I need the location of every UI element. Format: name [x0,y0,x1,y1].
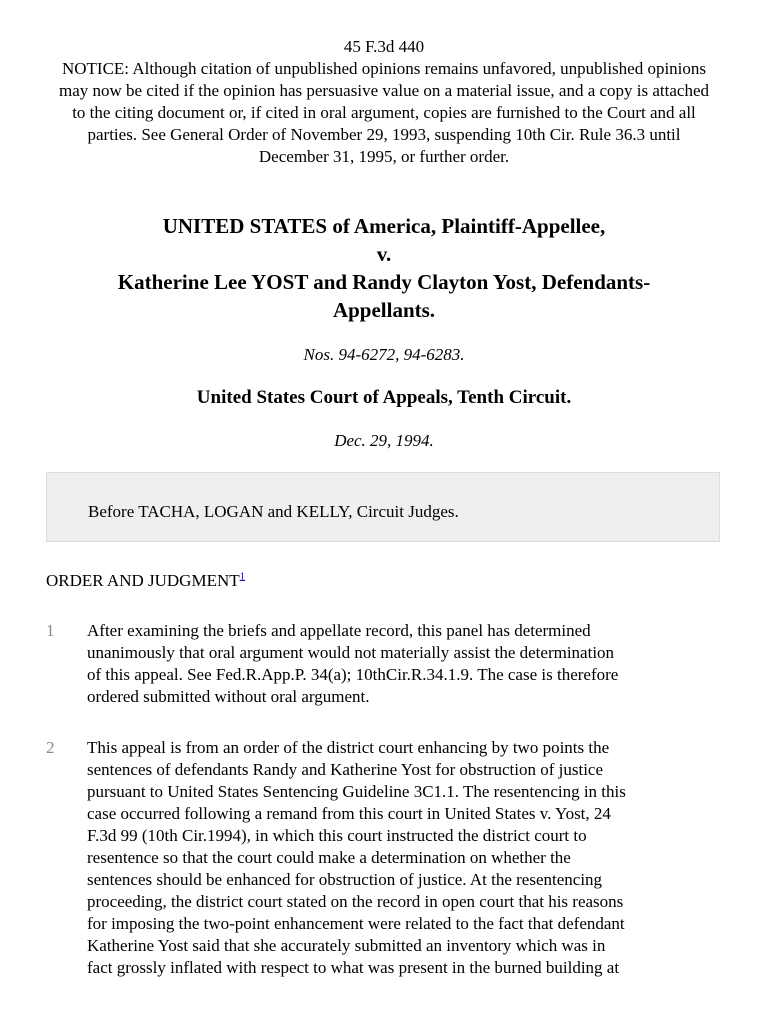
paragraph-line: fact grossly inflated with respect to what was present in the burned building at [87,958,620,977]
footnote-link[interactable]: 1 [239,570,246,583]
caption-versus: v. [376,242,392,266]
paragraph-line: of this appeal. See Fed.R.App.P. 34(a); 10thCir.R.34.1.9. The case is therefore [87,665,619,684]
paragraph-line: pursuant to United States Sentencing Guideline 3C1.1. The resentencing in this [87,782,626,801]
paragraph-line: case occurred following a remand from this court in United States v. Yost, 24 [87,804,611,823]
decision-date: Dec. 29, 1994. [334,431,434,450]
caption-defendants-cont: Appellants. [332,298,436,322]
paragraph-line: sentences of defendants Randy and Katherine Yost for obstruction of justice [87,760,604,779]
unpublished-notice: NOTICE: Although citation of unpublished opinions remains unfavored, unpublished opinions may now be cited if the opinion has persuasive value on a material issue, and a copy is attached to the citing document or, if cited in oral argument, copies are furnished to the Court and all parties. See General Order of November 29, 1993, suspending 10th Cir. Rule 36.3 until December 31, 1995, or further order. [58,59,710,166]
judges-panel-box [46,472,720,542]
paragraph-line: sentences should be enhanced for obstruction of justice. At the resentencing [87,870,603,889]
paragraph-line: resentence so that the court could make a determination on whether the [87,848,571,867]
paragraph-line: After examining the briefs and appellate record, this panel has determined [87,621,591,640]
paragraph-line: ordered submitted without oral argument. [87,687,370,706]
paragraph-text [87,737,723,979]
order-heading [46,570,245,592]
paragraph-line: F.3d 99 (10th Cir.1994), in which this court instructed the district court to [87,826,587,845]
court-name: United States Court of Appeals, Tenth Circuit. [196,387,572,408]
caption-defendants: Katherine Lee YOST and Randy Clayton Yost, Defendants- [117,270,651,294]
paragraph-text [87,620,723,708]
paragraph-number: 1 [46,621,55,640]
caption-plaintiff: UNITED STATES of America, Plaintiff-Appellee, [162,214,606,238]
docket-numbers: Nos. 94-6272, 94-6283. [303,345,465,364]
judges-panel: Before TACHA, LOGAN and KELLY, Circuit Judges. [88,502,459,521]
paragraph-line: for imposing the two-point enhancement were related to the fact that defendant [87,914,625,933]
order-heading-text: ORDER AND JUDGMENT [46,571,240,590]
paragraph-line: proceeding, the district court stated on the record in open court that his reasons [87,892,624,911]
reporter-citation: 45 F.3d 440 [343,37,425,56]
paragraph-line: Katherine Yost said that she accurately submitted an inventory which was in [87,936,606,955]
case-caption [40,212,728,324]
paragraph-number: 2 [46,738,55,757]
paragraph-line: This appeal is from an order of the district court enhancing by two points the [87,738,610,757]
paragraph-line: unanimously that oral argument would not materially assist the determination [87,643,615,662]
